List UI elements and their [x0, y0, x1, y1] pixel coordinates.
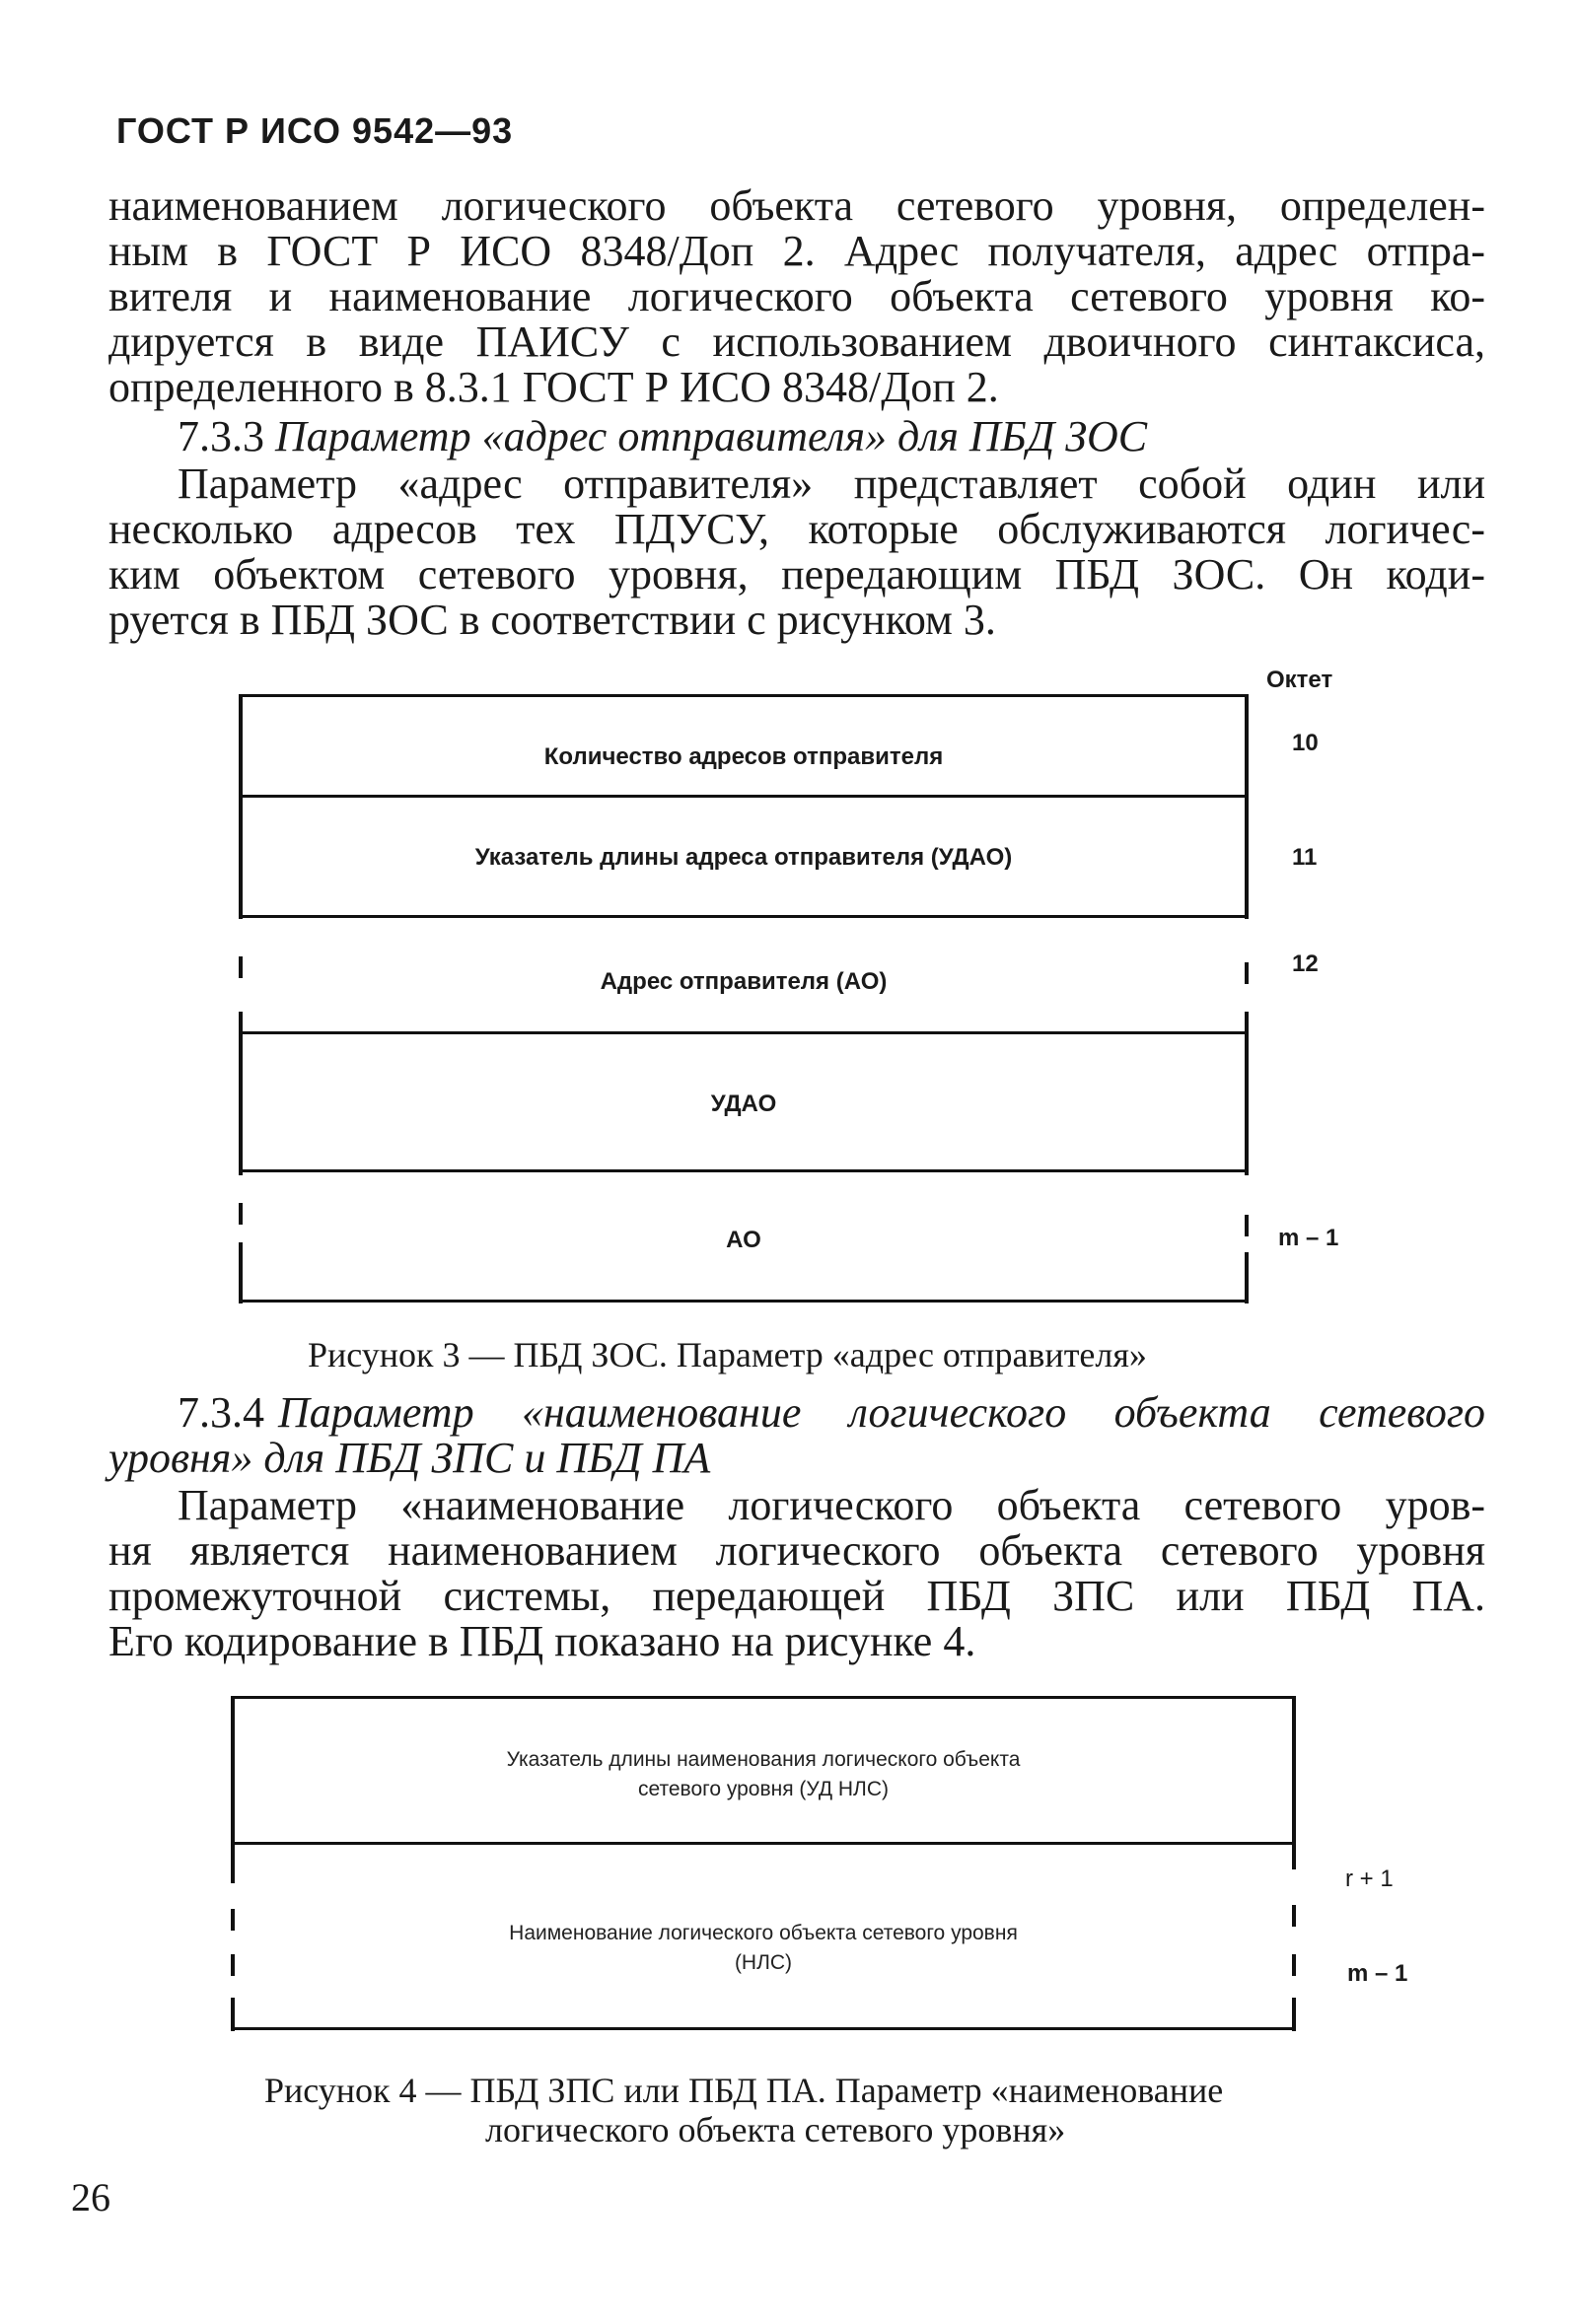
- text-line: ным в ГОСТ Р ИСО 8348/Доп 2. Адрес получателя, адрес отпра-: [108, 227, 1485, 275]
- cell-label: Наименование логического объекта сетевого уровня: [509, 1922, 1018, 1944]
- right-border: [1245, 694, 1249, 919]
- octet-number: m – 1: [1278, 1225, 1339, 1251]
- cell-label: Адрес отправителя (АО): [600, 968, 888, 995]
- row-separator: [233, 1842, 1294, 1845]
- cell-label: АО: [726, 1227, 761, 1253]
- figure-border: [233, 2027, 1294, 2030]
- figure-3-caption: Рисунок 3 — ПБД ЗОС. Параметр «адрес отправителя»: [308, 1335, 1147, 1374]
- row-separator: [241, 915, 1247, 918]
- text-line: руется в ПБД ЗОС в соответствии с рисунком 3.: [108, 596, 996, 644]
- figure-4-caption-line-1: Рисунок 4 — ПБД ЗПС или ПБД ПА. Параметр «наименование: [264, 2071, 1224, 2110]
- figure-border: [241, 1300, 1247, 1303]
- text-line: наименованием логического объекта сетевого уровня, определен-: [108, 181, 1485, 230]
- octet-number: r + 1: [1345, 1866, 1394, 1892]
- text-line: ня является наименованием логического объекта сетевого уровня: [108, 1526, 1485, 1575]
- left-border-break: [239, 1203, 243, 1225]
- cell-label: Количество адресов отправителя: [543, 743, 944, 770]
- section-title-line-1: Параметр «наименование логического объекта сетевого: [278, 1388, 1485, 1437]
- right-border: [1292, 1998, 1296, 2031]
- text-line: определенного в 8.3.1 ГОСТ Р ИСО 8348/Доп 2.: [108, 363, 999, 411]
- text-line: несколько адресов тех ПДУСУ, которые обслуживаются логичес-: [108, 505, 1485, 553]
- figure-4-caption-line-2: логического объекта сетевого уровня»: [485, 2110, 1066, 2149]
- cell-label: сетевого уровня (УД НЛС): [638, 1778, 889, 1800]
- paragraph-2: [108, 461, 1485, 643]
- cell-label: Указатель длины адреса отправителя (УДАО): [474, 844, 1013, 871]
- figure-border: [233, 1696, 1294, 1699]
- octet-number: 12: [1292, 951, 1319, 977]
- row-separator: [241, 1031, 1247, 1034]
- octet-number: m – 1: [1347, 1960, 1408, 1987]
- right-border: [1245, 1252, 1249, 1303]
- text-line: промежуточной системы, передающей ПБД ЗПС или ПБД ПА.: [108, 1572, 1485, 1620]
- section-title-line-2: уровня» для ПБД ЗПС и ПБД ПА: [108, 1434, 711, 1482]
- row-separator: [241, 1169, 1247, 1172]
- text-line: ким объектом сетевого уровня, передающим ПБД ЗОС. Он коди-: [108, 550, 1485, 599]
- octet-number: 11: [1292, 844, 1318, 871]
- octet-number: 10: [1292, 730, 1319, 756]
- figure-4-diagram: [233, 1696, 1294, 2041]
- cell-label: (НЛС): [734, 1951, 793, 1974]
- text-line: Параметр «адрес отправителя» представляет собой один или: [178, 459, 1485, 508]
- text-line: Его кодирование в ПБД показано на рисунке 4.: [108, 1617, 976, 1665]
- text-line: вителя и наименование логического объекта сетевого уровня ко-: [108, 272, 1485, 320]
- section-title: Параметр «адрес отправителя» для ПБД ЗОС: [275, 412, 1148, 460]
- section-heading-7-3-3: [178, 414, 1147, 459]
- text-line: дируется в виде ПАИСУ с использованием двоичного синтаксиса,: [108, 317, 1485, 366]
- paragraph-3: [108, 1483, 1485, 1664]
- section-number: 7.3.4: [178, 1388, 264, 1437]
- left-border: [239, 694, 243, 919]
- row-separator: [241, 795, 1247, 798]
- cell-label: УДАО: [710, 1091, 777, 1117]
- octet-header: Октет: [1266, 667, 1333, 693]
- section-number: 7.3.3: [178, 412, 264, 460]
- paragraph-1: [108, 183, 1485, 410]
- text-line: Параметр «наименование логического объекта сетевого уров-: [178, 1481, 1485, 1529]
- figure-border: [241, 694, 1247, 697]
- left-border: [231, 1998, 235, 2031]
- section-heading-7-3-4-cont: [108, 1436, 710, 1481]
- section-heading-7-3-4: [178, 1390, 1485, 1436]
- figure-3-diagram: [241, 694, 1247, 1305]
- cell-label: Указатель длины наименования логического объекта: [506, 1748, 1021, 1771]
- page-number: 26: [71, 2175, 110, 2219]
- document-header: ГОСТ Р ИСО 9542—93: [116, 110, 514, 151]
